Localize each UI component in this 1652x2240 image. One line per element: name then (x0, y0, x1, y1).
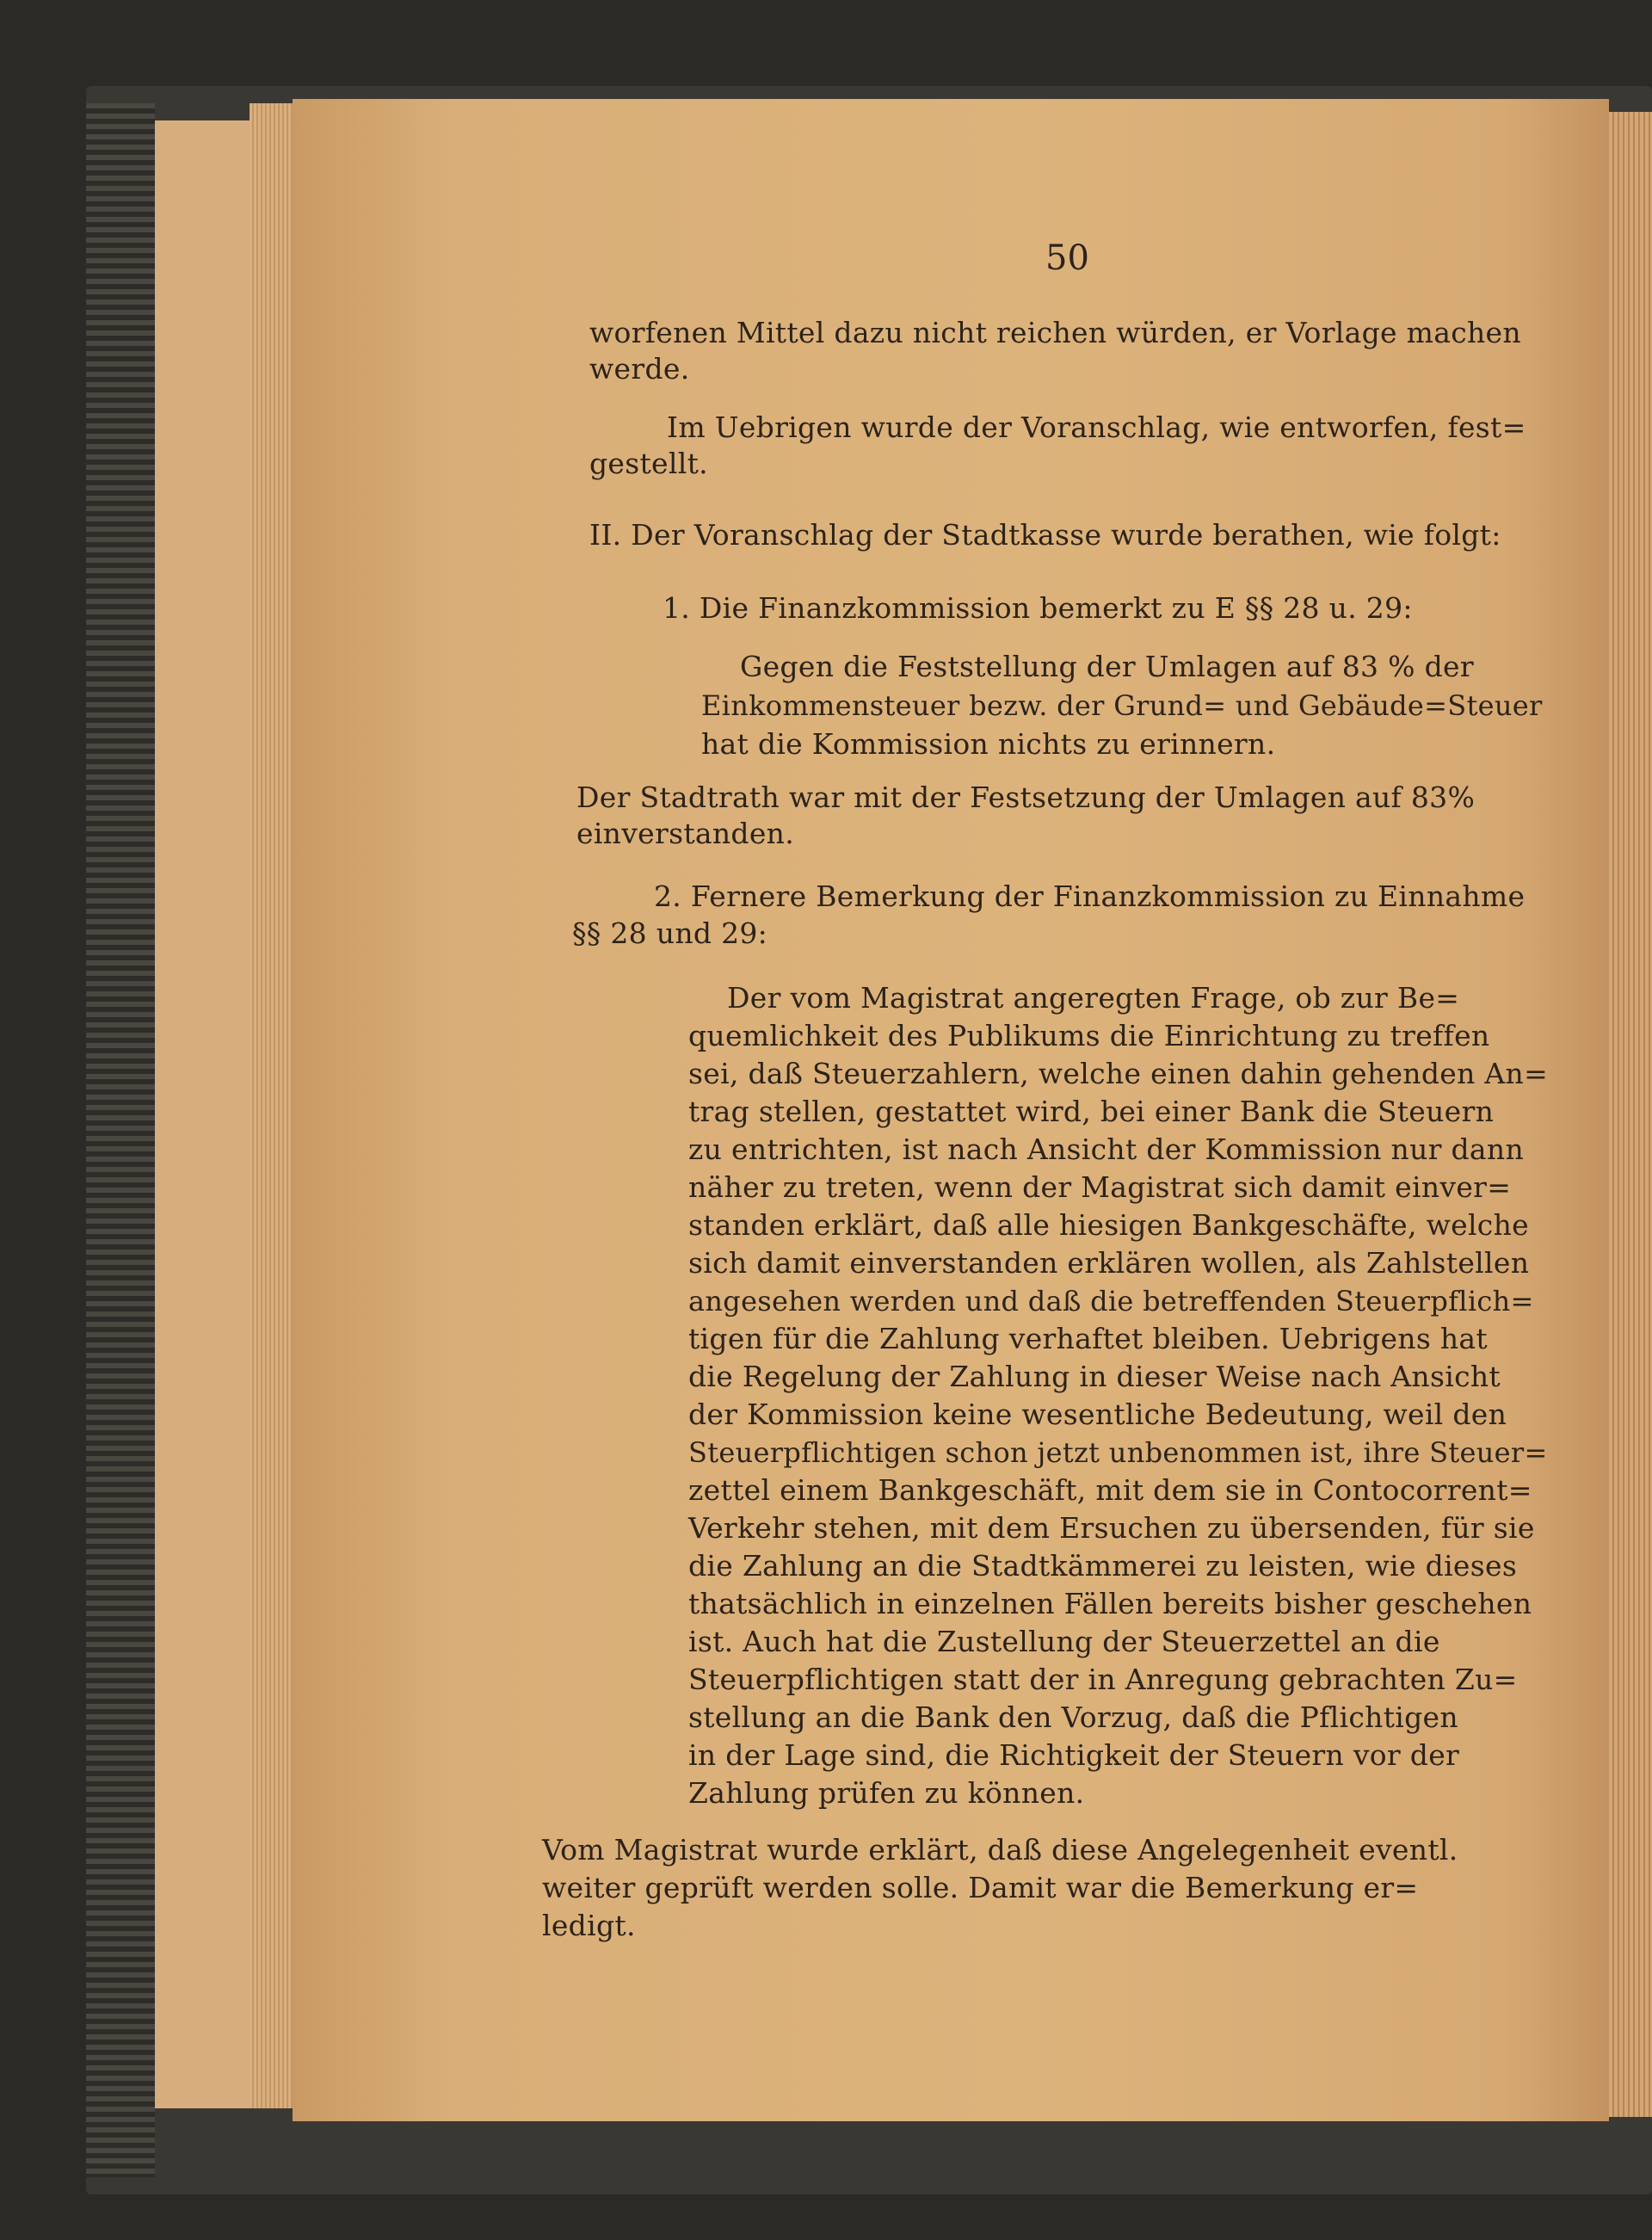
text-line: 1. Die Finanzkommission bemerkt zu E §§ 28 u. 29: (663, 591, 1413, 625)
text-line: Verkehr stehen, mit dem Ersuchen zu übersenden, für sie (688, 1511, 1535, 1545)
text-line: näher zu treten, wenn der Magistrat sich damit einver= (688, 1170, 1512, 1204)
text-line: der Kommission keine wesentliche Bedeutung, weil den (688, 1398, 1507, 1431)
text-line: Steuerpflichtigen schon jetzt unbenommen ist, ihre Steuer= (688, 1436, 1548, 1469)
text-line: ist. Auch hat die Zustellung der Steuerzettel an die (688, 1625, 1440, 1658)
text-line: stellung an die Bank den Vorzug, daß die Pflichtigen (688, 1700, 1458, 1734)
text-line: hat die Kommission nichts zu erinnern. (701, 727, 1276, 761)
text-line: sich damit einverstanden erklären wollen, als Zahlstellen (688, 1246, 1530, 1280)
text-line: zettel einem Bankgeschäft, mit dem sie in Contocorrent= (688, 1473, 1532, 1507)
text-line: thatsächlich in einzelnen Fällen bereits bisher geschehen (688, 1587, 1532, 1620)
text-line: in der Lage sind, die Richtigkeit der Steuern vor der (688, 1738, 1460, 1772)
text-line: quemlichkeit des Publikums die Einrichtung zu treffen (688, 1019, 1490, 1052)
text-line: ledigt. (542, 1909, 636, 1942)
text-line: die Zahlung an die Stadtkämmerei zu leisten, wie dieses (688, 1549, 1518, 1583)
text-line: zu entrichten, ist nach Ansicht der Kommission nur dann (688, 1132, 1525, 1166)
text-line: angesehen werden und daß die betreffenden Steuerpflich= (688, 1285, 1534, 1317)
text-line: Der Stadtrath war mit der Festsetzung der Umlagen auf 83% (576, 781, 1476, 814)
text-line: Vom Magistrat wurde erklärt, daß diese Angelegenheit eventl. (542, 1833, 1458, 1867)
text-line: standen erklärt, daß alle hiesigen Bankgeschäfte, welche (688, 1208, 1529, 1242)
book-spine (86, 103, 155, 2177)
text-line: Steuerpflichtigen statt der in Anregung gebrachten Zu= (688, 1663, 1518, 1696)
text-line: werde. (589, 352, 690, 386)
text-line: Gegen die Feststellung der Umlagen auf 83 % der (740, 650, 1474, 683)
text-line: II. Der Voranschlag der Stadtkasse wurde berathen, wie folgt: (589, 518, 1501, 552)
text-line: 2. Fernere Bemerkung der Finanzkommission zu Einnahme (654, 879, 1526, 913)
text-line: einverstanden. (576, 817, 795, 850)
text-line: weiter geprüft werden solle. Damit war die Bemerkung er= (542, 1871, 1419, 1904)
text-line: Einkommensteuer bezw. der Grund= und Gebäude=Steuer (701, 689, 1543, 722)
next-page-edge (1609, 112, 1652, 2117)
page-text (293, 99, 1609, 2121)
text-line: sei, daß Steuerzahlern, welche einen dahin gehenden An= (688, 1057, 1549, 1090)
text-line: trag stellen, gestattet wird, bei einer Bank die Steuern (688, 1095, 1495, 1128)
page-number: 50 (1045, 238, 1089, 278)
text-line: Zahlung prüfen zu können. (688, 1776, 1085, 1810)
text-line: Im Uebrigen wurde der Voranschlag, wie entworfen, fest= (667, 410, 1526, 444)
text-line: Der vom Magistrat angeregten Frage, ob zur Be= (727, 981, 1460, 1015)
book-page (293, 99, 1609, 2121)
text-line: tigen für die Zahlung verhaftet bleiben. Uebrigens hat (688, 1322, 1488, 1355)
text-line: gestellt. (589, 447, 708, 480)
text-line: §§ 28 und 29: (572, 916, 768, 950)
text-line: die Regelung der Zahlung in dieser Weise nach Ansicht (688, 1360, 1501, 1393)
text-line: worfenen Mittel dazu nicht reichen würden, er Vorlage machen (589, 316, 1521, 349)
